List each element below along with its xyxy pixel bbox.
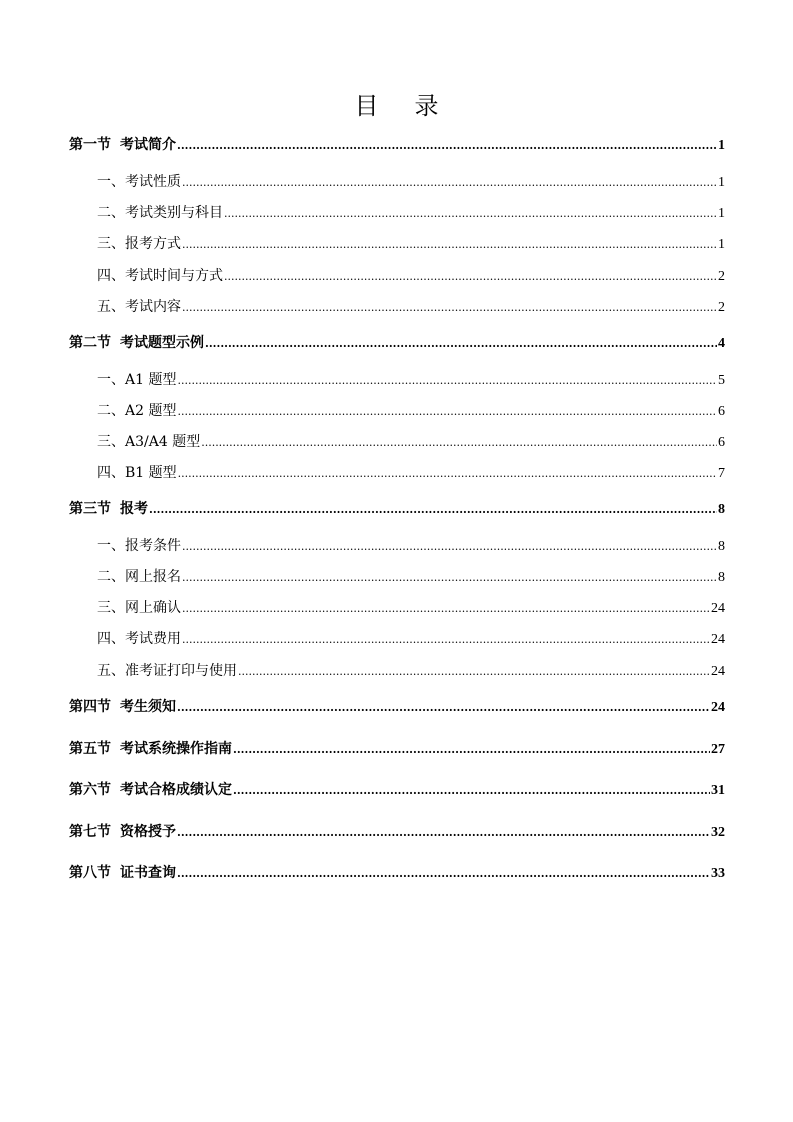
toc-page-number: 8	[718, 539, 725, 554]
toc-page-number: 5	[718, 373, 725, 388]
toc-entry-title: 考生须知	[120, 699, 176, 715]
toc-entry-title: 一、A1 题型	[97, 372, 177, 388]
toc-page-number: 1	[718, 138, 725, 153]
toc-dot-leader	[177, 139, 717, 152]
toc-entry-title: 一、考试性质	[97, 174, 181, 190]
toc-section-number: 第四节	[69, 699, 111, 715]
toc-dot-leader	[233, 784, 710, 797]
toc-entry-label	[97, 265, 223, 285]
toc-dot-leader	[177, 405, 717, 418]
toc-subsection-entry[interactable]	[97, 597, 725, 617]
toc-page-number: 1	[718, 206, 725, 221]
toc-page-number: 6	[718, 404, 725, 419]
toc-subsection-entry[interactable]	[97, 660, 725, 680]
toc-section-number: 第七节	[69, 824, 111, 840]
toc-dot-leader	[238, 665, 710, 678]
toc-page-number: 1	[718, 175, 725, 190]
toc-subsection-entry[interactable]	[97, 628, 725, 648]
toc-subsection-entry[interactable]	[97, 265, 725, 285]
toc-dot-leader	[182, 540, 717, 553]
toc-entry-label	[97, 431, 200, 451]
toc-entry-label	[69, 821, 176, 841]
toc-entry-label	[69, 696, 176, 716]
toc-dot-leader	[182, 176, 717, 189]
toc-dot-leader	[201, 436, 717, 449]
toc-entry-label	[69, 862, 176, 882]
toc-entry-title: 考试系统操作指南	[120, 741, 232, 757]
toc-section-number: 第八节	[69, 865, 111, 881]
toc-dot-leader	[224, 207, 717, 220]
toc-dot-leader	[177, 374, 717, 387]
toc-page-number: 24	[711, 601, 725, 616]
toc-subsection-entry[interactable]	[97, 566, 725, 586]
toc-page-number: 31	[711, 783, 725, 798]
toc-section-number: 第五节	[69, 741, 111, 757]
toc-section-entry[interactable]	[69, 332, 725, 352]
toc-entry-title: 报考	[120, 501, 148, 517]
toc-entry-title: 二、网上报名	[97, 569, 181, 585]
toc-entry-title: 考试简介	[120, 137, 176, 153]
toc-entry-label	[97, 597, 181, 617]
toc-entry-label	[69, 779, 232, 799]
toc-entry-label	[69, 738, 232, 758]
toc-entry-label	[97, 369, 176, 389]
toc-entry-title: 二、A2 题型	[97, 403, 177, 419]
toc-page-number: 8	[718, 570, 725, 585]
toc-dot-leader	[233, 743, 710, 756]
toc-dot-leader	[205, 337, 717, 350]
toc-subsection-entry[interactable]	[97, 296, 725, 316]
toc-section-entry[interactable]	[69, 862, 725, 882]
toc-page-number: 1	[718, 237, 725, 252]
toc-entry-label	[97, 566, 181, 586]
toc-page-number: 24	[711, 700, 725, 715]
toc-page-number: 24	[711, 632, 725, 647]
toc-entry-title: 四、考试费用	[97, 631, 181, 647]
toc-entry-title: 考试合格成绩认定	[120, 782, 232, 798]
toc-title	[0, 86, 793, 121]
toc-dot-leader	[182, 633, 710, 646]
toc-entry-title: 三、网上确认	[97, 600, 181, 616]
toc-page-number: 8	[718, 502, 725, 517]
toc-entry-label	[97, 233, 181, 253]
toc-section-entry[interactable]	[69, 696, 725, 716]
toc-entry-label	[97, 296, 181, 316]
toc-dot-leader	[182, 238, 717, 251]
toc-dot-leader	[182, 571, 717, 584]
toc-entry-label	[97, 660, 237, 680]
toc-entry-title: 三、A3/A4 题型	[97, 434, 201, 450]
toc-subsection-entry[interactable]	[97, 431, 725, 451]
toc-section-entry[interactable]	[69, 134, 725, 154]
toc-entry-label	[69, 498, 148, 518]
toc-entry-title: 五、准考证打印与使用	[97, 663, 237, 679]
toc-subsection-entry[interactable]	[97, 171, 725, 191]
toc-page-number: 4	[718, 336, 725, 351]
toc-page-number: 33	[711, 866, 725, 881]
toc-dot-leader	[177, 701, 710, 714]
toc-subsection-entry[interactable]	[97, 462, 725, 482]
toc-entry-title: 四、B1 题型	[97, 465, 177, 481]
toc-page-number: 6	[718, 435, 725, 450]
toc-dot-leader	[182, 301, 717, 314]
toc-entry-label	[97, 400, 176, 420]
toc-section-entry[interactable]	[69, 779, 725, 799]
toc-dot-leader	[182, 602, 710, 615]
toc-dot-leader	[224, 270, 717, 283]
toc-entry-label	[97, 202, 223, 222]
toc-section-number: 第三节	[69, 501, 111, 517]
toc-page-number: 2	[718, 269, 725, 284]
toc-subsection-entry[interactable]	[97, 400, 725, 420]
toc-entry-title: 二、考试类别与科目	[97, 205, 223, 221]
toc-section-number: 第一节	[69, 137, 111, 153]
toc-section-entry[interactable]	[69, 738, 725, 758]
toc-entry-label	[97, 535, 181, 555]
toc-entry-label	[97, 628, 181, 648]
toc-entry-label	[97, 462, 177, 482]
toc-dot-leader	[177, 826, 710, 839]
toc-entry-title: 三、报考方式	[97, 236, 181, 252]
toc-entry-title: 资格授予	[120, 824, 176, 840]
toc-section-entry[interactable]	[69, 821, 725, 841]
toc-title-char-1: 目	[354, 92, 379, 120]
toc-page-number: 27	[711, 742, 725, 757]
toc-entry-title: 五、考试内容	[97, 299, 181, 315]
toc-subsection-entry[interactable]	[97, 202, 725, 222]
toc-entry-title: 四、考试时间与方式	[97, 268, 223, 284]
toc-page-number: 24	[711, 664, 725, 679]
toc-section-number: 第二节	[69, 335, 111, 351]
toc-entry-title: 考试题型示例	[120, 335, 204, 351]
toc-entry-label	[69, 332, 204, 352]
toc-page-number: 7	[718, 466, 725, 481]
toc-dot-leader	[177, 867, 710, 880]
toc-page-number: 32	[711, 825, 725, 840]
toc-page-number: 2	[718, 300, 725, 315]
toc-subsection-entry[interactable]	[97, 233, 725, 253]
toc-title-char-2: 录	[414, 92, 439, 120]
toc-subsection-entry[interactable]	[97, 535, 725, 555]
toc-subsection-entry[interactable]	[97, 369, 725, 389]
toc-section-entry[interactable]	[69, 498, 725, 518]
toc-entry-label	[69, 134, 176, 154]
toc-entry-title: 一、报考条件	[97, 538, 181, 554]
toc-entry-title: 证书查询	[120, 865, 176, 881]
toc-section-number: 第六节	[69, 782, 111, 798]
toc-dot-leader	[149, 503, 717, 516]
toc-dot-leader	[178, 467, 717, 480]
toc-entry-label	[97, 171, 181, 191]
